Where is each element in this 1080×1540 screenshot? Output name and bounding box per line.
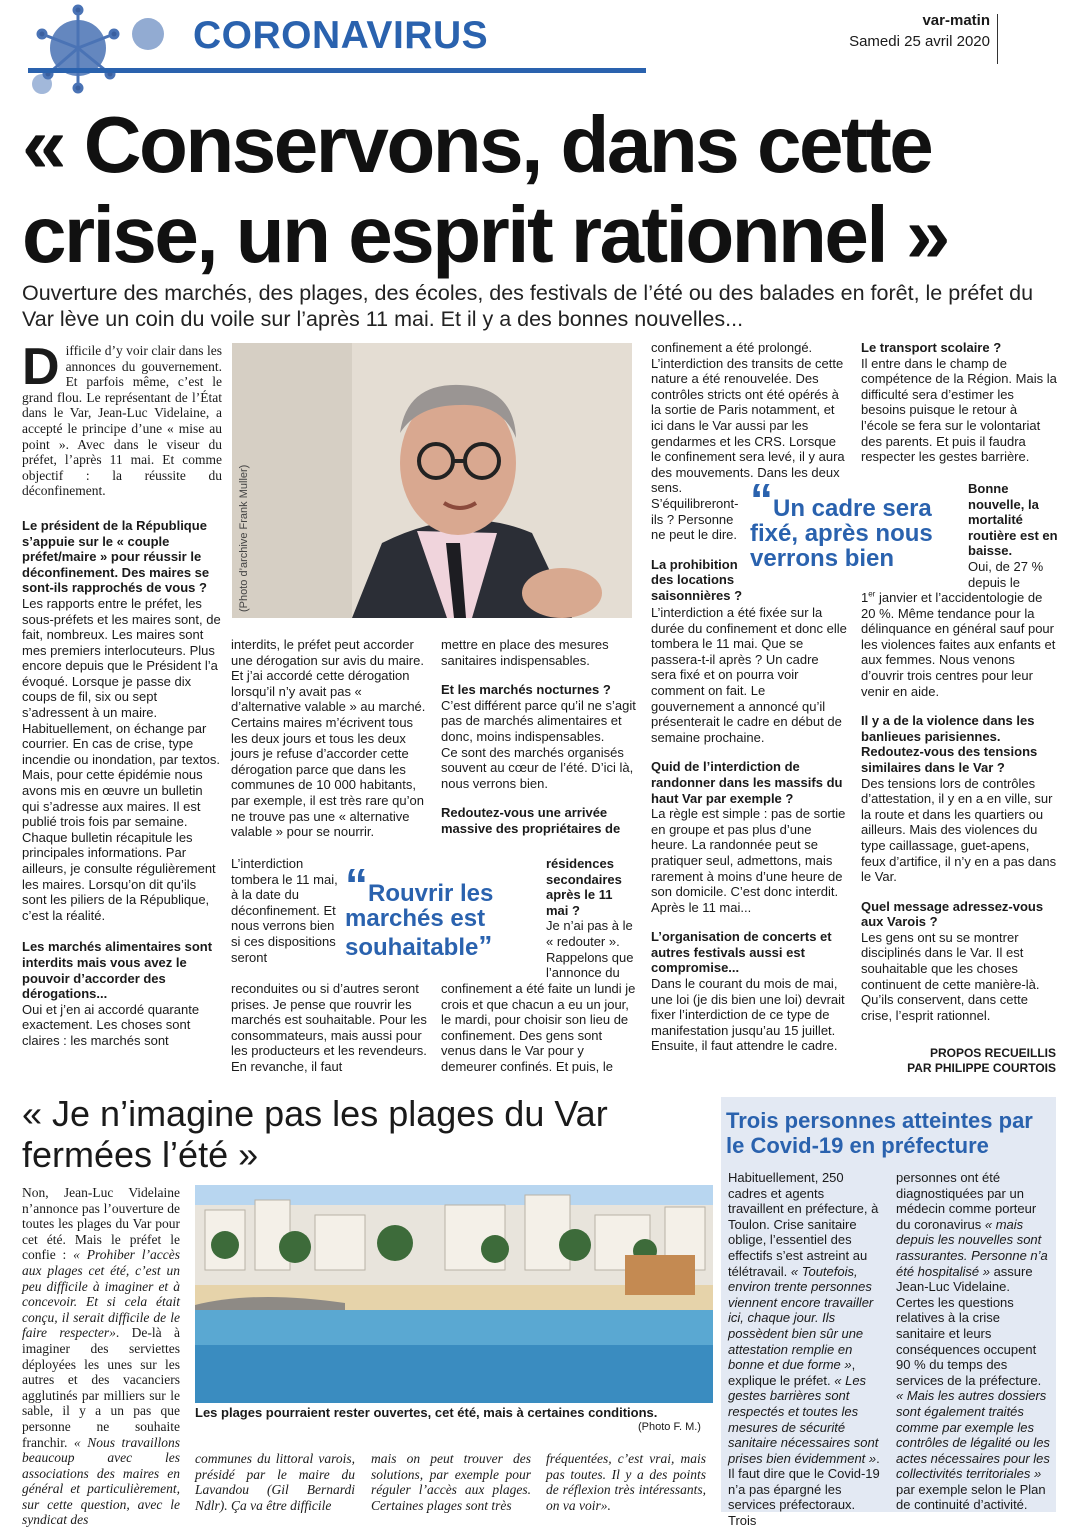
text-run: .: [876, 1450, 880, 1466]
answer: [861, 590, 1057, 699]
drop-cap: D: [22, 338, 60, 396]
beaches-column-3: [371, 1451, 531, 1513]
interview-column-3: [441, 637, 637, 837]
box-text: [896, 1170, 1051, 1513]
question: Bonne nouvelle, la mortalité routière est en baisse.: [968, 481, 1058, 559]
beaches-column-4: [546, 1451, 706, 1513]
answer: Je n’ai pas à le « redouter ». Rappelons que l’annonce du: [546, 918, 634, 981]
text-run: Il faut dire que le Covid-19 n’a pas épargné les services préfectoraux. Trois: [728, 1466, 880, 1529]
pull-quote-framework: [750, 474, 960, 572]
answer: interdits, le préfet peut accorder une dérogation sur avis du maire. Et j’ai accordé cette dérogation lorsqu’il n’y avait pas « d’alternative valable » au marché. Certains maires m’écrivent tous les deux jours et tous les deux jours je refuse d’accorder cette dérogation parce que dans les communes de 10 000 habitants, par exemple, il est très rare qu’on ne trouve pas une « alternative valable » pour se nourrir.: [231, 637, 426, 840]
sidebar-box-column-1: [728, 1170, 880, 1529]
section-title: CORONAVIRUS: [193, 14, 489, 57]
header-rule: [28, 68, 646, 73]
question: Le transport scolaire ?: [861, 340, 1002, 355]
quote-run: « Prohiber l’accès aux plages cet été, c’est un peu difficile à imaginer et à concevoir. Et si cela était conçu, il serait difficile de le faire respecter»: [22, 1247, 180, 1341]
answer: confinement a été prolongé. L’interdiction des transits de cette nature a été renouvelée. Des contrôles stricts ont été opérés à la sortie de Paris notamment, et ici dans le Var aussi par les gendarmes et les CRS. Lorsque le confinement sera levé, il y aura des mouvements. Dans les deux sens.: [651, 340, 845, 496]
answer: Oui et j’en ai accordé quarante exactement. Les choses sont claires : les marchés sont: [22, 1001, 200, 1048]
interview-column-5-bottom: [861, 590, 1057, 1023]
answer-text: janvier et l’accidentologie de 20 %. Même tendance pour la délinquance en général sauf pour les violences faites aux enfants et aux femmes. Nous venons d’ouvrir trois centres pour leur venir en aide.: [861, 590, 1056, 699]
beaches-text: fréquentées, c’est vrai, mais pas toutes. Il y a des points de réflexion très intéressants, on va voir».: [546, 1451, 706, 1513]
interview-column-2: [231, 637, 427, 840]
beaches-column-1: [22, 1185, 180, 1528]
answer: Oui, de 27 % depuis le: [968, 558, 1044, 590]
quote-run: « Toutefois, environ trente personnes viennent encore travailler ici, chaque jour. Ils possèdent bien sûr une attestation remplie en bonne et due forme »: [728, 1263, 874, 1373]
quote-mark: “: [345, 859, 368, 911]
question: Quel message adressez-vous aux Varois ?: [861, 898, 1044, 930]
answer: confinement a été faite un lundi je crois et que chacun a eu un jour, le mardi, pour choisir son lieu de confinement. Des gens sont venus dans le Var pour y demeurer confinés. Et puis, le: [441, 981, 636, 1074]
text-run: , explique le préfet.: [728, 1357, 856, 1388]
header-divider: [997, 14, 998, 64]
quote-run: « Mais les autres dossiers sont également traités comme par exemple les contrôles de légalité ou les actes nécessaires pour les collectivités territoriales »: [896, 1388, 1050, 1482]
interview-column-5-narrow: [968, 481, 1058, 590]
text-run: personnes ont été diagnostiquées par un médecin comme porteur du coronavirus: [896, 1170, 1037, 1232]
interview-column-4: [651, 340, 847, 496]
answer: L’interdiction tombera le 11 mai, à la date du déconfinement. Et nous verrons bien si ces dispositions seront: [231, 856, 338, 965]
answer: Des tensions lors de contrôles d’attestation, il y en a en ville, sur la route et dans les quartiers ou ailleurs. Mais des violences du type caillassage, guet-apens, feux d’artifice, il n’y en a pas dans le Var.: [861, 775, 1057, 885]
question: Le président de la République s’appuie sur le « couple préfet/maire » pour réussir le déconfinement. Des maires se sont-ils rapprochés de vous ?: [22, 517, 210, 596]
beach-photo-caption: Les plages pourraient rester ouvertes, cet été, mais à certaines conditions.: [195, 1405, 658, 1420]
answer: La règle est simple : pas de sortie en groupe et pas plus d’une heure. La randonnée peut se pratiquer seul, admettons, mais rarement à moins d’une heure de son domicile. C’est donc interdit. Après le 11 mai...: [651, 806, 846, 915]
interview-column-2-bottom: [231, 981, 427, 1075]
sidebar-box-title: Trois personnes atteintes par le Covid-19 en préfecture: [726, 1108, 1033, 1158]
day-number: 1: [861, 590, 869, 605]
beaches-text: mais on peut trouver des solutions, par exemple pour réguler l’accès aux plages. Certaines plages sont très: [371, 1451, 531, 1513]
answer: L’interdiction a été fixée sur la durée du confinement et donc elle tombera le 11 mai. Que se passera-t-il après ? Un cadre sera fixé et on pourra voir comment on fait. Le gouvernement a annoncé qu’il présenterait le cadre en début de semaine prochaine.: [651, 605, 847, 745]
question: La prohibition des locations saisonnières ?: [651, 556, 743, 603]
answer: Dans le courant du mois de mai, une loi (je dis bien une loi) devrait fixer l’interdiction de ce type de manifestation jusqu’au 15 juillet. Ensuite, il faut attendre le cadre.: [651, 976, 845, 1054]
byline-line: PAR PHILIPPE COURTOIS: [907, 1061, 1056, 1075]
question: Les marchés alimentaires sont interdits mais vous avez le pouvoir d’accorder des dérogations...: [22, 939, 213, 1002]
text-run: assure Jean-Luc Videlaine.: [896, 1263, 1033, 1295]
answer: S’équilibreront-ils ? Personne ne peut le dire.: [651, 496, 739, 543]
pull-quote-markets: [345, 859, 535, 961]
sidebar-box-column-2: [896, 1170, 1051, 1513]
pull-quote-text: Rouvrir les marchés est souhaitable: [345, 880, 494, 961]
interview-column-3-narrow: [546, 856, 638, 981]
interview-column-4-bottom: [651, 605, 847, 1054]
interview-column-4-narrow: [651, 496, 743, 604]
beaches-headline: « Je n’imagine pas les plages du Var fermées l’été »: [22, 1093, 608, 1175]
photo-credit: (Photo d’archive Frank Muller): [238, 464, 250, 612]
question: Quid de l’interdiction de randonner dans les massifs du haut Var par exemple ?: [651, 759, 843, 806]
coronavirus-illustration: [30, 4, 180, 96]
interview-column-5: [861, 340, 1057, 465]
beaches-text: communes du littoral varois, présidé par le maire du Lavandou (Gil Bernardi Ndlr). Ça va être difficile: [195, 1451, 355, 1513]
question: Redoutez-vous une arrivée massive des propriétaires de: [441, 805, 621, 836]
issue-date: Samedi 25 avril 2020: [849, 33, 990, 50]
text-run: Non, Jean-Luc Videlaine n’annonce pas l’ouverture de toutes les plages du Var pour cet été. Mais le préfet le confie :: [22, 1185, 180, 1263]
answer: reconduites ou si d’autres seront prises. Je pense que rouvrir les marchés est souhaitable. Pour les consommateurs, mais aussi pour les producteurs et les revendeurs. En revanche, il faut: [231, 981, 427, 1074]
byline: [860, 1046, 1056, 1076]
interview-column-1: [22, 338, 222, 1049]
photo-credit: (Photo F. M.): [638, 1421, 701, 1433]
answer: mettre en place des mesures sanitaires indispensables.: [441, 637, 609, 668]
interview-column-2-narrow: [231, 856, 341, 965]
ordinal-suffix: er: [868, 589, 876, 599]
beaches-text: [22, 1185, 180, 1528]
answer: Les gens ont su se montrer disciplinés dans le Var. Il est souhaitable que les choses continuent de cette manière-là. Qu’ils conservent, dans cette crise, l’esprit rationnel.: [861, 929, 1040, 1023]
quote-run: « mais depuis les nouvelles sont rassurantes. Personne n’a été hospitalisé »: [896, 1216, 1048, 1279]
text-run: par exemple selon le Plan de continuité d’activité.: [896, 1481, 1046, 1513]
pull-quote-text: Un cadre sera fixé, après nous verrons bien: [750, 495, 933, 572]
answer: Les rapports entre le préfet, les sous-préfets et les maires sont, de fait, nombreux. Les maires sont mes premiers interlocuteurs. Plus encore depuis que le Président l’a évoqué. Lorsque je passe dix coups de fil, six ou sept s’adressent à un maire. Habituellement, on échange par courrier. En cas de crise, type incendie ou inondation, par textos. Mais, pour cette épidémie nous avons mis en œuvre un bulletin qui s’adresse aux maires. Il est publié trois fois par semaine. Chaque bulletin récapitule les principales informations. Par ailleurs, je consulte régulièrement les maires. Lorsqu’on dit qu’ils sont les piliers de la République, c’est la réalité.: [22, 595, 221, 923]
question: Et les marchés nocturnes ?: [441, 682, 611, 698]
interview-column-3-bottom: [441, 981, 637, 1075]
text-run: . De-là à imaginer des serviettes déployées les unes sur les autres et des vacanciers agglutinés par milliers sur le sable, il y a un pas que personne ne souhaite franchir.: [22, 1325, 180, 1450]
answer: Il entre dans le champ de compétence de la Région. Mais la difficulté sera d’estimer les besoins puisque le retour à l’école se fera sur le volontariat des parents. Et puis il faudra respecter les gestes barrière.: [861, 355, 1057, 465]
question: résidences secondaires après le 11 mai ?: [546, 856, 622, 918]
beaches-column-2: [195, 1451, 355, 1513]
newspaper-brand: var-matin: [922, 12, 990, 29]
intro-text: ifficile d’y voir clair dans les annonces du gouvernement. Et parfois même, c’est le grand flou. Le représentant de l’État dans le Var, Jean-Luc Videlaine, a accepté le principe d’une « mise au point ». Avec dans le viseur du préfet, l’après 11 mai. Et comme objectif : la réussite du déconfinement.: [22, 343, 222, 499]
text-run: Certes les questions relatives à la crise sanitaire et leurs conséquences occupent 90 % du temps des services de la préfecture.: [896, 1294, 1042, 1388]
text-run: Habituellement, 250 cadres et agents travaillent en préfecture, à Toulon. Crise sanitaire oblige, l’essentiel des effectifs s’est astreint au télétravail.: [728, 1170, 879, 1279]
quote-run: « Nous travaillons beaucoup avec les associations des maires en général et particulièrement, sur cette question, avec le syndicat des: [22, 1434, 180, 1528]
standfirst: Ouverture des marchés, des plages, des écoles, des festivals de l’été ou des balades en forêt, le préfet du Var lève un coin du voile sur l’après 11 mai. Et il y a des bonnes nouvelles...: [22, 281, 1034, 331]
quote-run: « Les gestes barrières sont respectés et toutes les mesures de sécurité sanitaire nécessaires sont prises bien évidemment »: [728, 1372, 879, 1466]
quote-mark: “: [750, 474, 773, 526]
box-text: [728, 1170, 880, 1529]
byline-line: PROPOS RECUEILLIS: [929, 1046, 1056, 1060]
question: L’organisation de concerts et autres festivals aussi est compromise...: [651, 929, 832, 976]
prefect-portrait-photo: [232, 343, 632, 618]
headline: « Conservons, dans cette crise, un esprit rationnel »: [22, 100, 948, 279]
beach-photo: [195, 1185, 713, 1403]
answer: C’est différent parce qu’il ne s’agit pas de marchés alimentaires et donc, moins indispensables. Ce sont des marchés organisés souvent au cœur de l’été. D’ici là, nous verrons bien.: [441, 697, 636, 791]
quote-mark: ”: [478, 930, 493, 961]
question: Il y a de la violence dans les banlieues parisiennes. Redoutez-vous des tensions similaires dans le Var ?: [861, 713, 1038, 775]
